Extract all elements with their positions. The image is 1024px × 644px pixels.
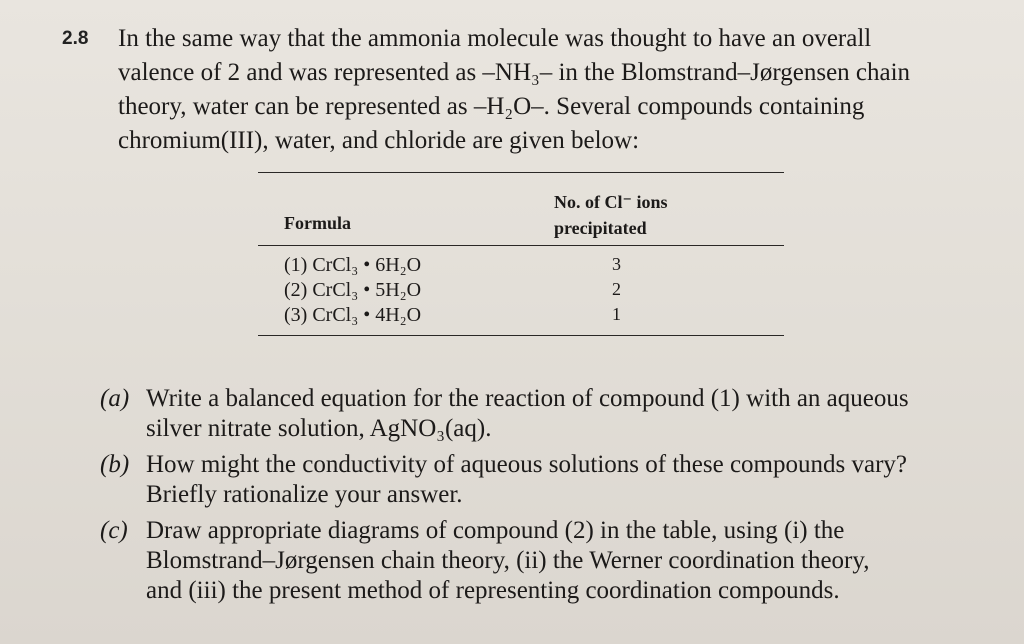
ions-cell: 3 [612, 254, 621, 274]
question-text [146, 384, 909, 444]
ions-cell: 2 [612, 279, 621, 299]
table-bottom-rule [258, 335, 784, 336]
formula-cell: (2) CrCl₃ • 5H₂O [284, 279, 422, 301]
question-b [100, 450, 1016, 510]
intro-line: In the same way that the ammonia molecule was thought to have an overall [118, 25, 872, 52]
ions-cell: 1 [612, 304, 621, 324]
question-text [146, 516, 870, 606]
question-label: (b) [100, 451, 130, 478]
formula-cell: (3) CrCl₃ • 4H₂O [284, 304, 422, 326]
question-line: silver nitrate solution, AgNO₃(aq). [146, 415, 492, 442]
question-line: Blomstrand–Jørgensen chain theory, (ii) the Werner coordination theory, [146, 547, 870, 574]
table-header-rule [258, 245, 784, 246]
table-row [258, 254, 784, 279]
question-line: Write a balanced equation for the reaction of compound (1) with an aqueous [146, 385, 909, 412]
column-header-ions-line2: precipitated [554, 218, 647, 238]
question-label: (c) [100, 517, 128, 544]
intro-line: valence of 2 and was represented as –NH₃– in the Blomstrand–Jørgensen chain [118, 59, 911, 86]
column-header-ions [554, 189, 668, 241]
column-header-ions-line1: No. of Cl⁻ ions [554, 192, 668, 212]
question-c [100, 516, 1016, 606]
problem-number: 2.8 [62, 28, 89, 49]
question-a [100, 384, 1016, 444]
intro-line: chromium(III), water, and chloride are given below: [118, 127, 640, 154]
question-line: Briefly rationalize your answer. [146, 481, 463, 508]
question-line: Draw appropriate diagrams of compound (2) in the table, using (i) the [146, 517, 845, 544]
question-text [146, 450, 907, 510]
question-list [100, 384, 1016, 612]
column-header-formula: Formula [284, 213, 351, 233]
intro-line: theory, water can be represented as –H₂O–. Several compounds containing [118, 93, 865, 120]
table-row [258, 304, 784, 329]
table-header [258, 173, 784, 245]
compound-table [258, 172, 784, 336]
problem-intro [118, 22, 998, 158]
question-line: and (iii) the present method of representing coordination compounds. [146, 577, 840, 604]
formula-cell: (1) CrCl₃ • 6H₂O [284, 254, 422, 276]
table-row [258, 279, 784, 304]
question-label: (a) [100, 385, 130, 412]
question-line: How might the conductivity of aqueous solutions of these compounds vary? [146, 451, 907, 478]
